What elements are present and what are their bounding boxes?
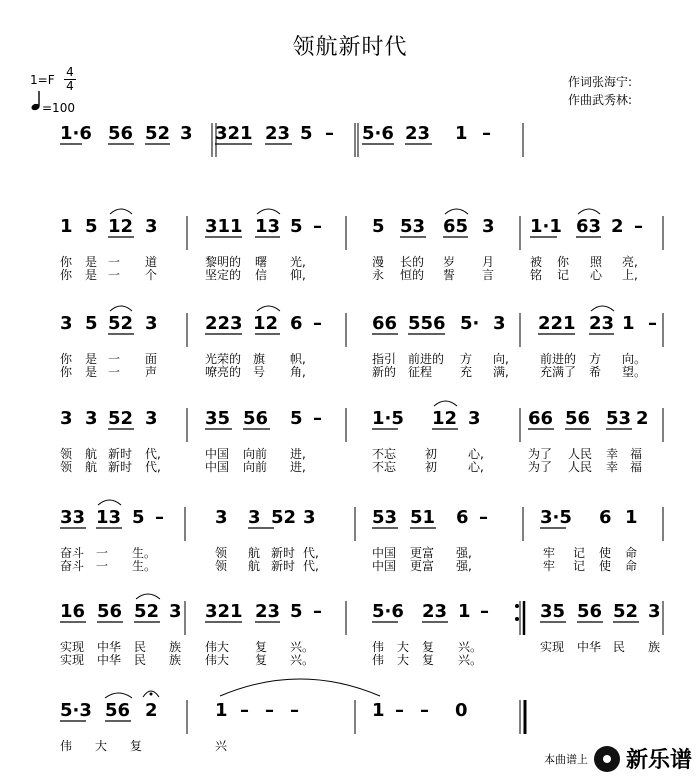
note-token: 52 (134, 601, 160, 622)
note-token: 1 (622, 313, 635, 334)
lyric-verse-1: 一 (108, 352, 121, 366)
slur (98, 500, 121, 505)
song-title: 领航新时代 (292, 35, 408, 60)
lyric-verse-2: 复 (255, 653, 268, 667)
lyric-verse-1: 你 (60, 352, 73, 366)
lyric-verse-2: 代, (303, 559, 319, 573)
lyric-verse-2: 满, (493, 365, 509, 379)
lyric-verse-2: 言 (482, 268, 495, 282)
lyric-verse-2: 航 (85, 460, 98, 474)
note-token: 6 (599, 507, 612, 528)
lyric-verse-2: 领 (215, 559, 228, 573)
lyric-verse-1: 光荣的 (205, 352, 242, 366)
lyric-verse-2: 充 (460, 365, 473, 379)
time-signature-bottom: 4 (64, 79, 76, 93)
note-token: 23 (589, 313, 615, 334)
note-token: 12 (108, 216, 134, 237)
key-signature: 1=F (30, 73, 55, 87)
note-token: 5·6 (372, 601, 404, 622)
lyric-verse-2: 记 (557, 268, 570, 282)
lyric-verse-2: 中国 (205, 460, 230, 474)
note-token: 52 (108, 408, 134, 429)
lyric-verse-2: 新时 (271, 559, 296, 573)
lyric-verse-2: 心 (590, 268, 603, 282)
slur (136, 594, 160, 599)
lyric-verse-2: 航 (248, 559, 261, 573)
note-token: 66 (372, 313, 398, 334)
lyric-verse-2: 记 (573, 559, 586, 573)
note-token: 3 (60, 408, 73, 429)
composer-credit: 作曲武秀林: (568, 93, 633, 107)
note-token: 35 (540, 601, 566, 622)
lyric-verse-1: 强, (456, 546, 472, 560)
lyric-verse-1: 生。 (132, 546, 157, 560)
slur (591, 306, 614, 311)
note-token: 5 (290, 216, 303, 237)
note-token: 3 (648, 601, 661, 622)
note-token: – (313, 601, 322, 622)
lyric-verse-1: 面 (145, 352, 158, 366)
lyric-verse-1: 奋斗 (60, 546, 85, 560)
lyric-verse-1: 向, (493, 352, 509, 366)
note-token: 1·5 (372, 408, 404, 429)
slur (578, 209, 600, 214)
lyric-verse-2: 使 (599, 559, 612, 573)
brand-logo: 新乐谱 (625, 748, 692, 773)
note-token: 23 (255, 601, 281, 622)
lyricist-credit: 作词张海宁: (568, 75, 633, 89)
note-token: 65 (443, 216, 469, 237)
note-token: 1 (455, 123, 468, 144)
lyric-verse-1: 前进的 (408, 352, 445, 366)
note-token: 56 (565, 408, 591, 429)
note-token: 5 (290, 601, 303, 622)
note-token: 3 (482, 216, 495, 237)
lyric-verse-1: 光, (290, 255, 306, 269)
note-token: – (290, 700, 299, 721)
note-token: – (482, 123, 491, 144)
note-token: 1 (60, 216, 73, 237)
note-token: – (265, 700, 274, 721)
note-token: – (480, 601, 489, 622)
lyric-verse-2: 中华 (97, 653, 122, 667)
note-token: 23 (405, 123, 431, 144)
lyric-verse-1: 黎明的 (205, 255, 242, 269)
note-token: 52 (613, 601, 639, 622)
lyric-verse-1: 心, (468, 447, 484, 461)
lyric-verse-1: 照 (590, 255, 603, 269)
lyric-verse-1: 向。 (622, 352, 647, 366)
lyric-verse-2: 恒的 (400, 268, 425, 282)
note-token: 1 (215, 700, 228, 721)
lyric-verse-1: 大 (397, 640, 410, 654)
lyric-verse-1: 命 (625, 546, 638, 560)
lyric-verse-1: 为了 (528, 447, 553, 461)
lyric-verse-1: 航 (85, 447, 98, 461)
lyric-verse-2: 个 (145, 268, 158, 282)
lyric-verse-2: 誓 (443, 268, 456, 282)
lyric-verse-1: 人民 (568, 447, 593, 461)
site-badge (544, 743, 692, 774)
lyric-verse-2: 希 (589, 365, 602, 379)
slur (105, 693, 132, 698)
note-token: 66 (528, 408, 554, 429)
note-token: 53 (372, 507, 398, 528)
note-token: 1 (625, 507, 638, 528)
note-token: 3 (145, 313, 158, 334)
note-token: 221 (538, 313, 576, 334)
note-token: – (420, 700, 429, 721)
lyric-verse-2: 新时 (108, 460, 133, 474)
lyric-verse-1: 指引 (372, 352, 397, 366)
note-token: 321 (205, 601, 243, 622)
lyric-verse-1: 民 (613, 640, 626, 654)
lyric-verse-1: 不忘 (372, 447, 397, 461)
note-token: 23 (265, 123, 291, 144)
lyric-verse-1: 漫 (372, 255, 385, 269)
lyric-verse-2: 新的 (372, 365, 397, 379)
lyric-verse-2: 征程 (408, 365, 433, 379)
note-token: 2 (145, 700, 158, 721)
lyric-verse-1: 岁 (443, 255, 456, 269)
note-token: 3 (169, 601, 182, 622)
lyric-verse-2: 福 (630, 460, 643, 474)
note-token: 5 (85, 313, 98, 334)
lyric-verse-2: 大 (397, 653, 410, 667)
lyric-verse-2: 信 (255, 268, 268, 282)
note-token: – (313, 216, 322, 237)
note-token: 3 (145, 408, 158, 429)
lyric-verse-1: 实现 (60, 640, 85, 654)
slur (257, 306, 280, 311)
lyric-verse-1: 长的 (400, 255, 425, 269)
lyric-verse-1: 复 (130, 739, 143, 753)
lyric-verse-1: 方 (460, 352, 473, 366)
lyric-verse-2: 领 (60, 460, 73, 474)
note-token: – (240, 700, 249, 721)
lyric-verse-1: 伟 (372, 640, 385, 654)
note-token: 6 (290, 313, 303, 334)
note-token: 3 (180, 123, 193, 144)
lyric-verse-2: 号 (253, 365, 266, 379)
note-token: 13 (255, 216, 281, 237)
lyric-verse-2: 一 (96, 559, 109, 573)
slur (110, 209, 132, 214)
lyric-verse-2: 声 (145, 365, 158, 379)
lyric-verse-1: 幸 (606, 447, 619, 461)
lyric-verse-2: 强, (456, 559, 472, 573)
lyric-verse-2: 坚定的 (205, 268, 242, 282)
note-token: 56 (108, 123, 134, 144)
lyric-verse-2: 代, (145, 460, 161, 474)
note-token: 5·6 (362, 123, 394, 144)
note-token: 23 (422, 601, 448, 622)
badge-prefix: 本曲谱上 (543, 752, 588, 766)
lyric-verse-1: 帜, (290, 352, 306, 366)
lyric-verse-2: 伟 (372, 653, 385, 667)
slur (220, 679, 380, 696)
note-token: 3 (215, 507, 228, 528)
note-token: 3·5 (540, 507, 572, 528)
lyric-verse-1: 大 (95, 739, 108, 753)
lyric-verse-1: 你 (557, 255, 570, 269)
lyric-verse-1: 初 (425, 447, 438, 461)
lyric-verse-2: 望。 (622, 365, 647, 379)
lyric-verse-1: 代, (303, 546, 319, 560)
note-token: 5 (132, 507, 145, 528)
lyric-verse-1: 一 (108, 255, 121, 269)
note-token: 5 (290, 408, 303, 429)
note-token: 1·1 (530, 216, 562, 237)
lyric-verse-2: 实现 (60, 653, 85, 667)
lyric-verse-1: 月 (482, 255, 495, 269)
lyric-verse-1: 族 (169, 640, 182, 654)
note-token: 5 (85, 216, 98, 237)
lyric-verse-1: 是 (85, 255, 98, 269)
note-token: – (648, 313, 657, 334)
note-token: 13 (96, 507, 122, 528)
lyric-verse-2: 进, (290, 460, 306, 474)
lyric-verse-1: 新时 (108, 447, 133, 461)
note-token: – (634, 216, 643, 237)
note-token: 556 (408, 313, 446, 334)
lyric-verse-2: 是 (85, 268, 98, 282)
lyric-verse-2: 充满了 (540, 365, 577, 379)
lyric-verse-1: 航 (248, 546, 261, 560)
note-token: 3 (145, 216, 158, 237)
note-token: 1 (372, 700, 385, 721)
lyric-verse-1: 中国 (205, 447, 230, 461)
note-token: 3 (493, 313, 506, 334)
lyric-verse-2: 铭 (530, 268, 543, 282)
lyric-verse-2: 心, (468, 460, 484, 474)
lyric-verse-2: 族 (169, 653, 182, 667)
note-token: 5 (372, 216, 385, 237)
lyric-verse-1: 更富 (410, 546, 435, 560)
lyric-verse-1: 亮, (622, 255, 638, 269)
lyric-verse-2: 一 (108, 365, 121, 379)
note-token: 5· (460, 313, 480, 334)
lyric-verse-1: 你 (60, 255, 73, 269)
lyric-verse-2: 生。 (132, 559, 157, 573)
note-token: – (479, 507, 488, 528)
repeat-dot (515, 617, 519, 621)
lyric-verse-2: 初 (425, 460, 438, 474)
note-token: 16 (60, 601, 86, 622)
lyric-verse-1: 曙 (255, 255, 268, 269)
lyric-verse-1: 复 (255, 640, 268, 654)
lyric-verse-2: 更富 (410, 559, 435, 573)
lyric-verse-2: 复 (422, 653, 435, 667)
lyric-verse-1: 记 (573, 546, 586, 560)
time-signature-top: 4 (66, 65, 74, 79)
lyric-verse-1: 福 (630, 447, 643, 461)
lyric-verse-1: 中国 (372, 546, 397, 560)
note-token: 2 (636, 408, 649, 429)
note-token: 63 (576, 216, 602, 237)
note-token: 1 (458, 601, 471, 622)
lyric-verse-2: 奋斗 (60, 559, 85, 573)
lyric-verse-2: 仰, (290, 268, 306, 282)
slur (445, 209, 468, 214)
lyric-verse-1: 实现 (540, 640, 565, 654)
note-token: 35 (205, 408, 231, 429)
note-token: – (313, 313, 322, 334)
lyric-verse-1: 道 (145, 255, 158, 269)
lyric-verse-1: 向前 (243, 447, 268, 461)
lyric-verse-2: 人民 (568, 460, 593, 474)
record-disc-icon (594, 746, 620, 772)
repeat-dot (515, 604, 519, 608)
lyric-verse-1: 一 (96, 546, 109, 560)
note-token: 223 (205, 313, 243, 334)
lyric-verse-1: 是 (85, 352, 98, 366)
note-token: – (313, 408, 322, 429)
lyric-verse-2: 嘹亮的 (205, 365, 242, 379)
lyric-verse-2: 向前 (243, 460, 268, 474)
note-token: 0 (455, 700, 468, 721)
note-token: – (155, 507, 164, 528)
lyric-verse-1: 族 (648, 640, 661, 654)
lyric-verse-2: 牢 (543, 559, 556, 573)
note-token: 53 (606, 408, 632, 429)
lyric-verse-2: 为了 (528, 460, 553, 474)
lyric-verse-2: 中国 (372, 559, 397, 573)
lyric-verse-2: 命 (625, 559, 638, 573)
note-token: 311 (205, 216, 243, 237)
slur (257, 209, 280, 214)
lyric-verse-1: 新时 (271, 546, 296, 560)
note-token: 52 (108, 313, 134, 334)
fermata-dot (150, 693, 153, 696)
note-token: 56 (97, 601, 123, 622)
lyric-verse-1: 方 (589, 352, 602, 366)
lyric-verse-2: 兴。 (458, 653, 483, 667)
lyric-verse-1: 伟大 (205, 640, 230, 654)
lyric-verse-2: 角, (290, 365, 306, 379)
lyric-verse-1: 前进的 (540, 352, 577, 366)
note-token: 56 (577, 601, 603, 622)
note-token: 3 (60, 313, 73, 334)
lyric-verse-1: 领 (60, 447, 73, 461)
note-token: 52 (145, 123, 171, 144)
note-token: 5 (300, 123, 313, 144)
lyric-verse-1: 领 (215, 546, 228, 560)
note-token: 52 (271, 507, 297, 528)
lyric-verse-2: 你 (60, 268, 73, 282)
note-token: 6 (456, 507, 469, 528)
slur (434, 401, 457, 406)
note-token: – (325, 123, 334, 144)
note-token: 2 (611, 216, 624, 237)
lyric-verse-2: 是 (85, 365, 98, 379)
lyric-verse-1: 代, (145, 447, 161, 461)
note-token: 56 (105, 700, 131, 721)
note-token: 3 (85, 408, 98, 429)
lyric-verse-1: 牢 (543, 546, 556, 560)
lyric-verse-1: 中华 (577, 640, 602, 654)
lyric-verse-1: 使 (599, 546, 612, 560)
note-token: 1·6 (60, 123, 92, 144)
lyric-verse-2: 上, (622, 268, 638, 282)
note-token: 12 (253, 313, 279, 334)
note-token: 51 (410, 507, 436, 528)
lyric-verse-1: 旗 (253, 352, 266, 366)
lyric-verse-2: 幸 (606, 460, 619, 474)
lyric-verse-1: 复 (422, 640, 435, 654)
note-token: 53 (400, 216, 426, 237)
lyric-verse-2: 永 (372, 268, 385, 282)
note-token: 3 (248, 507, 261, 528)
lyric-verse-1: 中华 (97, 640, 122, 654)
lyric-verse-1: 被 (530, 255, 543, 269)
lyric-verse-1: 进, (290, 447, 306, 461)
note-token: 3 (303, 507, 316, 528)
lyric-verse-2: 民 (134, 653, 147, 667)
lyric-verse-2: 你 (60, 365, 73, 379)
lyric-verse-2: 不忘 (372, 460, 397, 474)
note-token: 321 (215, 123, 253, 144)
lyric-verse-2: 兴。 (290, 653, 315, 667)
lyric-verse-2: 伟大 (205, 653, 230, 667)
lyric-verse-1: 兴。 (290, 640, 315, 654)
slur (110, 306, 132, 311)
lyric-verse-1: 兴 (215, 739, 228, 753)
note-token: 12 (432, 408, 458, 429)
lyric-verse-1: 民 (134, 640, 147, 654)
note-token: 3 (468, 408, 481, 429)
note-token: 33 (60, 507, 86, 528)
lyric-verse-1: 伟 (60, 739, 73, 753)
note-token: 5·3 (60, 700, 92, 721)
lyric-verse-2: 一 (108, 268, 121, 282)
tempo-marking: =100 (42, 101, 75, 115)
note-token: – (395, 700, 404, 721)
note-token: 56 (243, 408, 269, 429)
lyric-verse-1: 兴。 (458, 640, 483, 654)
